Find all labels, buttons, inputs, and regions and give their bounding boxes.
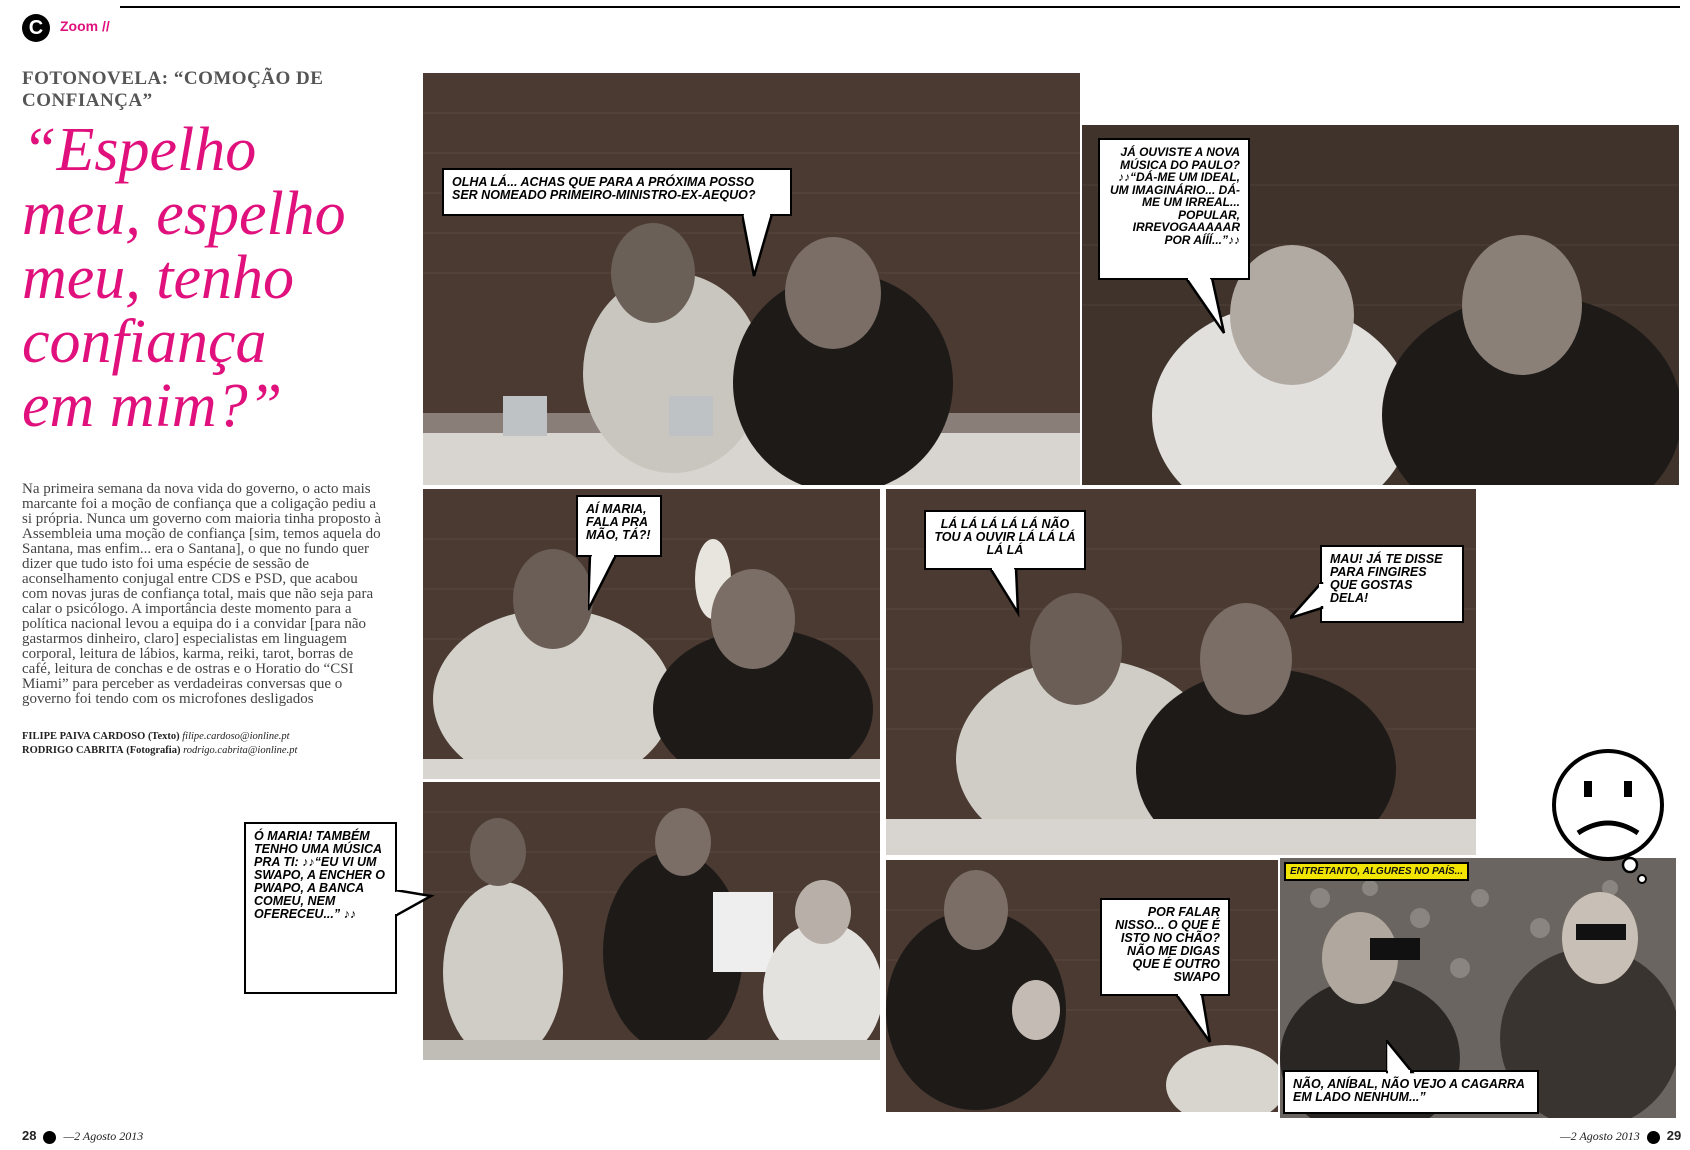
speech-bubble-4: LÁ LÁ LÁ LÁ LÁ NÃO TOU A OUVIR LÁ LÁ LÁ LÁ LÁ	[924, 510, 1086, 570]
bubble-8-tail	[1386, 1040, 1426, 1080]
date-right: —2 Agosto 2013	[1560, 1129, 1640, 1143]
bubble-7-tail	[1176, 994, 1216, 1054]
article-credits	[22, 730, 402, 758]
bubble-4-tail	[990, 568, 1030, 628]
bubble-5-tail	[1290, 582, 1330, 622]
speech-bubble-3: AÍ MARIA, FALA PRA MÃO, TÁ?!	[576, 495, 662, 557]
page-number-left: 28	[22, 1128, 37, 1143]
article-body: Na primeira semana da nova vida do governo, o acto mais marcante foi a moção de confiança que a coligação pediu a si própria. Nunca um governo com maioria tinha proposto à Assembleia uma moção de confiança [sim, temos aquela do Santana, mas enfim... era o Santana], o que no fundo quer dizer que tudo isto foi uma espécie de sessão de aconselhamento conjugal entre CDS e PSD, que acabou com novas juras de confiança total, mais que não seja para calar o psicólogo. A importância deste momento para a política nacional levou a equipa do i a convidar [para não gastarmos dinheiro, claro] especialistas em linguagem corporal, leitura de lábios, karma, reiki, tarot, borras de café, leitura de conchas e de ostras e o Horatio do “CSI Miami” para perceber as verdadeiras conversas que o governo foi tendo com os microfones desligados	[22, 481, 382, 707]
headline-line: em mim?”	[22, 372, 283, 440]
bubble-1-tail	[742, 214, 782, 284]
bubble-6-tail	[395, 890, 435, 930]
credit-photographer: RODRIGO CABRITA (Fotografia) rodrigo.cabrita@ionline.pt	[22, 745, 298, 756]
sad-face-icon	[1538, 745, 1678, 885]
article-headline	[22, 118, 402, 438]
article-kicker: FOTONOVELA: “COMOÇÃO DE CONFIANÇA”	[22, 68, 324, 111]
headline-line: confiança	[22, 308, 267, 376]
speech-bubble-6: Ó MARIA! TAMBÉM TENHO UMA MÚSICA PRA TI: ♪♪“EU VI UM SWAPO, A ENCHER O PWAPO, A BANCA COMEU, NEM OFERECEU...” ♪♪	[244, 822, 397, 994]
bubble-3-tail	[588, 555, 628, 615]
bubble-2-tail	[1186, 278, 1226, 338]
headline-line: “Espelho	[22, 116, 257, 184]
brand-dot-icon	[1647, 1131, 1660, 1144]
photo-panel-5	[423, 782, 880, 1060]
footer-left	[22, 1128, 143, 1144]
headline-line: meu, tenho	[22, 244, 295, 312]
footer-right	[1560, 1128, 1681, 1144]
brand-dot-icon	[43, 1131, 56, 1144]
speech-bubble-5: MAU! JÁ TE DISSE PARA FINGIRES QUE GOSTAS DELA!	[1320, 545, 1464, 623]
section-label: Zoom //	[60, 18, 110, 34]
speech-bubble-7: POR FALAR NISSO... O QUE É ISTO NO CHÃO? NÃO ME DIGAS QUE É OUTRO SWAPO	[1100, 898, 1230, 996]
speech-bubble-8: NÃO, ANÍBAL, NÃO VEJO A CAGARRA EM LADO NENHUM...”	[1283, 1070, 1539, 1114]
panel-5-photo	[423, 782, 880, 1060]
date-left: —2 Agosto 2013	[63, 1129, 144, 1143]
credit-writer: FILIPE PAIVA CARDOSO (Texto) filipe.cardoso@ionline.pt	[22, 731, 290, 742]
speech-bubble-1: OLHA LÁ... ACHAS QUE PARA A PRÓXIMA POSSO SER NOMEADO PRIMEIRO-MINISTRO-EX-AEQUO?	[442, 168, 792, 216]
headline-line: meu, espelho	[22, 180, 346, 248]
speech-bubble-2: JÁ OUVISTE A NOVA MÚSICA DO PAULO? ♪♪“DÁ-ME UM IDEAL, UM IMAGINÁRIO... DÁ-ME UM IRREAL... POPULAR, IRREVOGAAAAAR POR AÍÍÍ...”♪♪	[1098, 138, 1250, 280]
page-number-right: 29	[1666, 1128, 1682, 1143]
top-rule	[120, 6, 1680, 8]
section-logo: C	[22, 14, 50, 42]
scene-caption: ENTRETANTO, ALGURES NO PAÍS...	[1284, 862, 1469, 881]
